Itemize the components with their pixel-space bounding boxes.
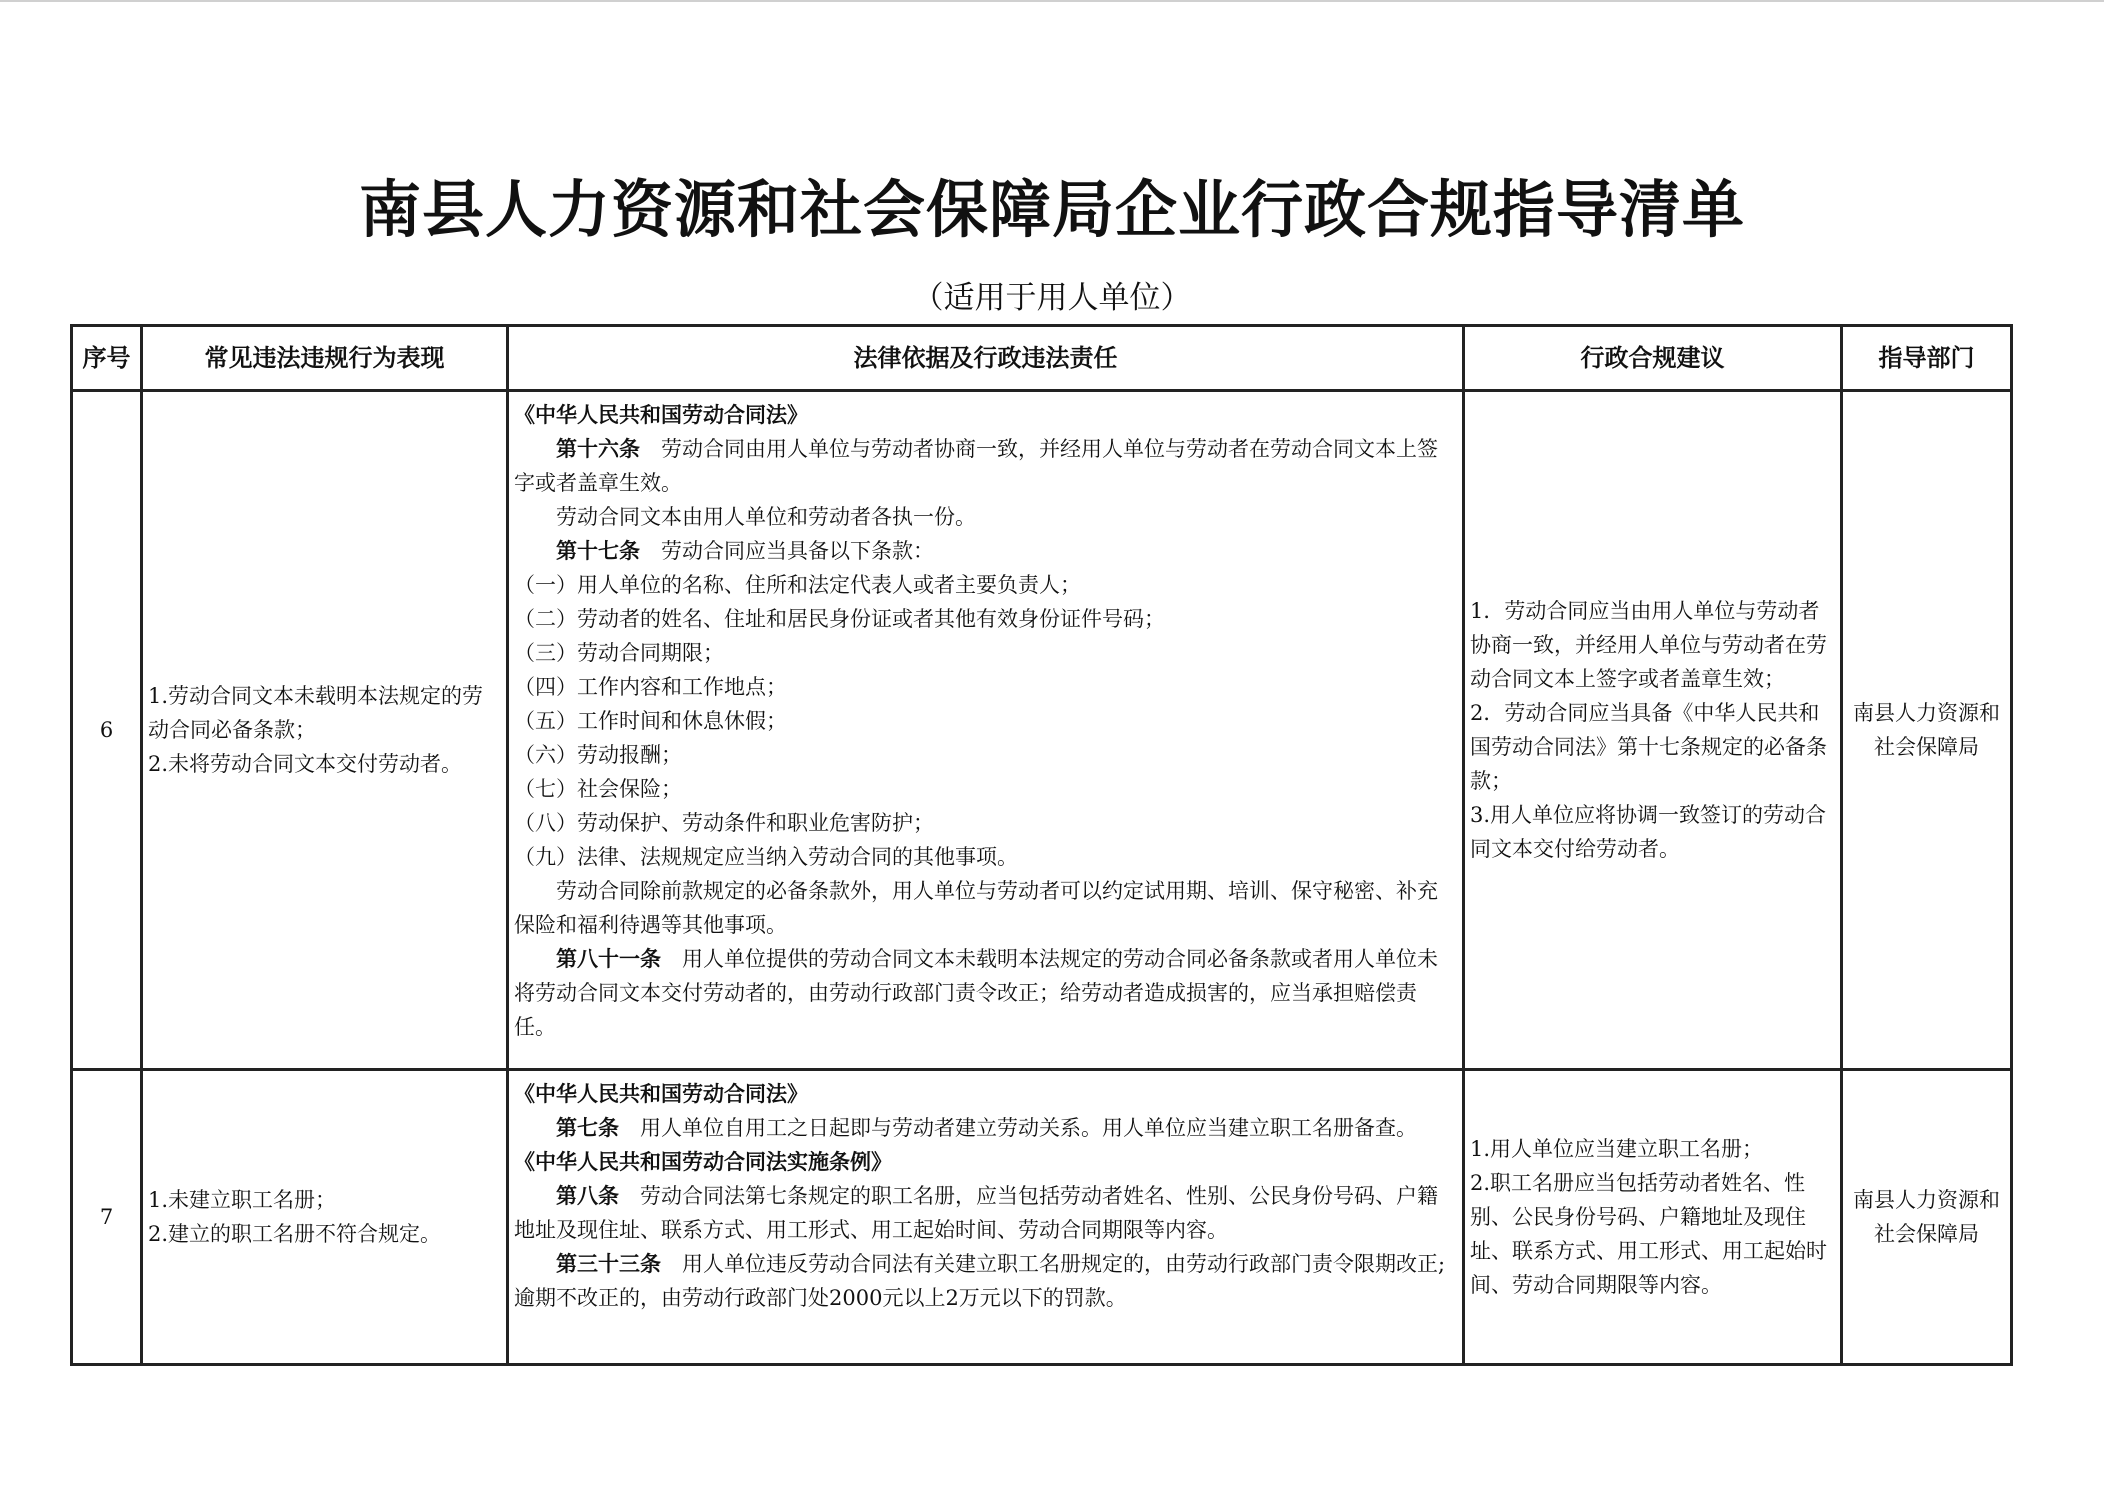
behavior-item: 1.劳动合同文本未载明本法规定的劳动合同必备条款； [148,684,484,742]
law-source-title: 《中华人民共和国劳动合同法》 [514,1081,808,1106]
article-text: 用人单位自用工之日起即与劳动者建立劳动关系。用人单位应当建立职工名册备查。 [640,1116,1417,1140]
law-item: （一）用人单位的名称、住所和法定代表人或者主要负责人； [514,573,1081,597]
article-heading: 第三十三条 [556,1251,661,1276]
header-no: 序号 [72,326,142,391]
law-item: （六）劳动报酬； [514,743,682,767]
law-article [514,1179,1457,1247]
law-cell [508,1070,1464,1365]
article-heading: 第十七条 [556,538,640,563]
header-law: 法律依据及行政违法责任 [508,326,1464,391]
law-item: （五）工作时间和休息休假； [514,709,787,733]
law-item: （七）社会保险； [514,777,682,801]
behavior-item: 1.未建立职工名册； [148,1188,337,1212]
behavior-item: 2.建立的职工名册不符合规定。 [148,1222,442,1246]
article-text: 劳动合同法第七条规定的职工名册，应当包括劳动者姓名、性别、公民身份号码、户籍地址及现住址、联系方式、用工形式、用工起始时间、劳动合同期限等内容。 [514,1184,1438,1242]
law-item: （九）法律、法规规定应当纳入劳动合同的其他事项。 [514,845,1018,869]
advice-cell [1464,391,1842,1070]
header-behavior: 常见违法违规行为表现 [142,326,508,391]
department-cell: 南县人力资源和社会保障局 [1842,1070,2012,1365]
law-article [514,534,1457,568]
law-item: （八）劳动保护、劳动条件和职业危害防护； [514,811,934,835]
article-text: 劳动合同应当具备以下条款： [661,539,934,563]
row-number: 6 [72,391,142,1070]
compliance-table [70,324,2013,1366]
article-text: 用人单位提供的劳动合同文本未载明本法规定的劳动合同必备条款或者用人单位未将劳动合同文本交付劳动者的，由劳动行政部门责令改正；给劳动者造成损害的，应当承担赔偿责任。 [514,947,1438,1039]
article-heading: 第七条 [556,1115,619,1140]
behavior-cell [142,1070,508,1365]
table-row [72,391,2012,1070]
law-item: （二）劳动者的姓名、住址和居民身份证或者其他有效身份证件号码； [514,607,1165,631]
law-article [514,432,1457,500]
law-article [514,942,1457,1044]
document-title: 南县人力资源和社会保障局企业行政合规指导清单 [358,173,1745,246]
row-number: 7 [72,1070,142,1365]
article-heading: 第八十一条 [556,946,661,971]
advice-item: 1.用人单位应当建立职工名册； [1470,1137,1764,1161]
department-cell: 南县人力资源和社会保障局 [1842,391,2012,1070]
table-row [72,1070,2012,1365]
advice-item: 2.职工名册应当包括劳动者姓名、性别、公民身份号码、户籍地址及现住址、联系方式、用工形式、用工起始时间、劳动合同期限等内容。 [1470,1171,1827,1297]
law-source-title: 《中华人民共和国劳动合同法实施条例》 [514,1149,892,1174]
top-border-line [0,0,2104,2]
behavior-item: 2.未将劳动合同文本交付劳动者。 [148,752,463,776]
header-dept: 指导部门 [1842,326,2012,391]
header-advice: 行政合规建议 [1464,326,1842,391]
advice-item: 1．劳动合同应当由用人单位与劳动者协商一致，并经用人单位与劳动者在劳动合同文本上签字或者盖章生效； [1470,599,1827,691]
law-paragraph: 劳动合同除前款规定的必备条款外，用人单位与劳动者可以约定试用期、培训、保守秘密、补充保险和福利待遇等其他事项。 [514,879,1438,937]
behavior-cell [142,391,508,1070]
law-cell [508,391,1464,1070]
document-subtitle: （适用于用人单位） [912,280,1192,316]
law-article [514,1247,1457,1315]
article-heading: 第八条 [556,1183,619,1208]
law-paragraph: 劳动合同文本由用人单位和劳动者各执一份。 [556,505,976,529]
advice-cell [1464,1070,1842,1365]
advice-item: 2．劳动合同应当具备《中华人民共和国劳动合同法》第十七条规定的必备条款； [1470,701,1827,793]
table-header-row [72,326,2012,391]
law-item: （四）工作内容和工作地点； [514,675,787,699]
law-item: （三）劳动合同期限； [514,641,724,665]
article-text: 用人单位违反劳动合同法有关建立职工名册规定的，由劳动行政部门责令限期改正;逾期不改正的，由劳动行政部门处2000元以上2万元以下的罚款。 [514,1252,1446,1310]
advice-item: 3.用人单位应将协调一致签订的劳动合同文本交付给劳动者。 [1470,803,1827,861]
article-heading: 第十六条 [556,436,640,461]
law-source-title: 《中华人民共和国劳动合同法》 [514,402,808,427]
article-text: 劳动合同由用人单位与劳动者协商一致，并经用人单位与劳动者在劳动合同文本上签字或者盖章生效。 [514,437,1438,495]
law-article [514,1111,1457,1145]
